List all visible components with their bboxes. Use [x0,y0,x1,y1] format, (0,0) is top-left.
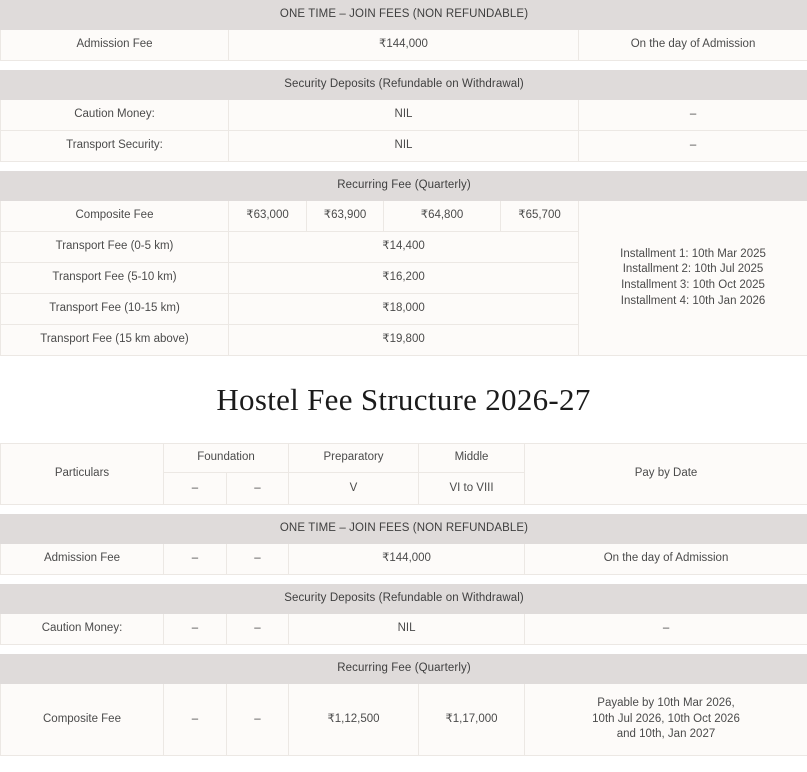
cell-amount: NIL [229,100,579,131]
column-subheader-foundation-1: – [164,473,227,505]
column-subheader-foundation-2: – [227,473,289,505]
section-band-one-time-fees [1,1,807,30]
pay-by-line-2: 10th Jul 2026, 10th Oct 2026 [592,712,740,725]
table-row-composite-fee [1,684,807,756]
section-band-label: Security Deposits (Refundable on Withdrawal) [1,585,807,614]
section-band-label: ONE TIME – JOIN FEES (NON REFUNDABLE) [1,1,807,30]
cell-foundation-1: – [164,684,227,756]
cell-amount: ₹144,000 [289,544,525,575]
cell-particular: Composite Fee [1,201,229,232]
table-row [1,100,807,131]
table-header-row-top [1,444,807,473]
section-band-label: ONE TIME – JOIN FEES (NON REFUNDABLE) [1,515,807,544]
cell-composite-value-3: ₹64,800 [384,201,501,232]
cell-foundation-1: – [164,544,227,575]
column-header-pay-by-date: Pay by Date [525,444,807,505]
cell-preparatory-amount: ₹1,12,500 [289,684,419,756]
section-spacer [1,162,807,172]
cell-middle-amount: ₹1,17,000 [419,684,525,756]
column-header-foundation: Foundation [164,444,289,473]
cell-foundation-1: – [164,614,227,645]
table-row [1,30,807,61]
hostel-fee-table [0,443,807,756]
cell-amount: ₹144,000 [229,30,579,61]
column-subheader-middle: VI to VIII [419,473,525,505]
cell-foundation-2: – [227,614,289,645]
cell-pay-by: – [525,614,807,645]
column-header-particulars: Particulars [1,444,164,505]
cell-particular: Admission Fee [1,544,164,575]
table-row [1,131,807,162]
section-spacer [1,505,807,515]
cell-pay-by: – [579,131,807,162]
section-band-label: Recurring Fee (Quarterly) [1,655,807,684]
section-spacer [1,575,807,585]
section-band-label: Security Deposits (Refundable on Withdrawal) [1,71,807,100]
cell-composite-value-2: ₹63,900 [307,201,384,232]
cell-particular: Transport Fee (15 km above) [1,325,229,356]
cell-composite-value-4: ₹65,700 [501,201,579,232]
hostel-fee-title-wrap [0,356,807,443]
cell-foundation-2: – [227,544,289,575]
cell-pay-by: On the day of Admission [525,544,807,575]
table-row-composite-fee [1,201,807,232]
installment-line-3: Installment 3: 10th Oct 2025 [621,279,765,291]
cell-foundation-2: – [227,684,289,756]
cell-amount: ₹18,000 [229,294,579,325]
section-band-security-deposits [1,585,807,614]
cell-pay-by-schedule [525,684,807,756]
pay-by-line-1: Payable by 10th Mar 2026, [597,697,735,710]
cell-particular: Transport Fee (0-5 km) [1,232,229,263]
installment-line-2: Installment 2: 10th Jul 2025 [622,263,764,276]
cell-pay-by: – [579,100,807,131]
cell-composite-value-1: ₹63,000 [229,201,307,232]
cell-amount: ₹19,800 [229,325,579,356]
cell-particular: Transport Fee (5-10 km) [1,263,229,294]
cell-pay-by: On the day of Admission [579,30,807,61]
installment-line-4: Installment 4: 10th Jan 2026 [620,294,766,307]
cell-amount: ₹16,200 [229,263,579,294]
cell-amount: ₹14,400 [229,232,579,263]
section-band-one-time-fees [1,515,807,544]
table-row [1,614,807,645]
section-band-recurring-fee [1,172,807,201]
cell-particular: Caution Money: [1,614,164,645]
section-spacer [1,645,807,655]
section-spacer [1,61,807,71]
column-subheader-preparatory: V [289,473,419,505]
section-band-recurring-fee [1,655,807,684]
table-row [1,544,807,575]
column-header-middle: Middle [419,444,525,473]
cell-particular: Transport Security: [1,131,229,162]
installment-line-1: Installment 1: 10th Mar 2025 [620,247,766,260]
day-school-fee-table [0,0,807,356]
cell-installment-schedule [579,201,807,356]
section-band-security-deposits [1,71,807,100]
section-band-label: Recurring Fee (Quarterly) [1,172,807,201]
cell-particular: Composite Fee [1,684,164,756]
cell-amount: NIL [289,614,525,645]
page-title: Hostel Fee Structure 2026-27 [216,381,591,417]
cell-particular: Transport Fee (10-15 km) [1,294,229,325]
cell-particular: Admission Fee [1,30,229,61]
cell-amount: NIL [229,131,579,162]
column-header-preparatory: Preparatory [289,444,419,473]
pay-by-line-3: and 10th, Jan 2027 [616,728,716,741]
cell-particular: Caution Money: [1,100,229,131]
